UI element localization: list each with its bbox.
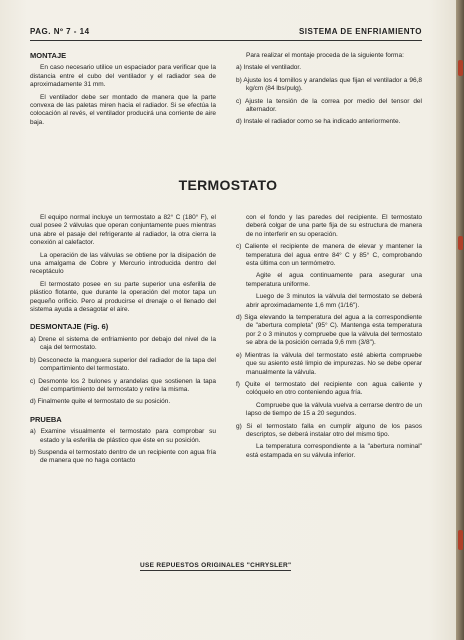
prueba-note: La temperatura correspondiente a la "abertura nominal" está estampada en su válvula inferior.	[246, 443, 422, 459]
prueba-step: d) Siga elevando la temperatura del agua a la correspondiente de "abertura completa" (95° C). Mantenga esta temperatura por 2 o 3 minutos y compruebe que la válvula del termostato se abra de la posición cerrada 9,6 mm (3/8").	[236, 314, 422, 347]
section-heading-termostato: TERMOSTATO	[178, 177, 278, 193]
prueba-note: Luego de 3 minutos la válvula del termostato se deberá abrir aproximadamente 1,6 mm (1/16").	[246, 293, 422, 309]
prueba-continuation: con el fondo y las paredes del recipiente. El termostato deberá colgar de una parte fija de su estructura de manera de no interferir en su operación.	[246, 214, 422, 238]
termostato-left-column	[30, 214, 216, 470]
page-header	[30, 27, 422, 39]
page-tab-marker	[458, 236, 463, 250]
desmontaje-heading: DESMONTAJE (Fig. 6)	[30, 322, 109, 332]
termostato-paragraph: El equipo normal incluye un termostato a 82° C (180° F), el cual posee 2 válvulas que operan conjuntamente pues mientras una abre el pasaje del refrigerante al radiador, la otra cierra la conexión al calefactor.	[30, 214, 216, 247]
montaje-left-column	[30, 52, 216, 131]
montaje-right-column	[236, 52, 422, 131]
prueba-right-column	[236, 214, 422, 464]
page-tab-marker	[458, 60, 463, 76]
page-edge-shadow	[456, 0, 464, 640]
montaje-paragraph: En caso necesario utilice un espaciador para verificar que la distancia entre el cubo del ventilador y el radiador sea de aproximadamente 31 mm.	[30, 64, 216, 89]
prueba-step: e) Mientras la válvula del termostato esté abierta compruebe que su asiento esté limpio de impurezas. No se debe operar manualmente la válvula.	[236, 351, 422, 376]
termostato-paragraph: La operación de las válvulas se obtiene por la disipación de una amalgama de Cobre y Mercurio introducida dentro del receptáculo	[30, 251, 216, 276]
montaje-step: c) Ajuste la tensión de la correa por medio del tensor del alternador.	[236, 97, 422, 114]
prueba-note: Compruebe que la válvula vuelva a cerrarse dentro de un lapso de tiempo de 15 a 20 segundos.	[246, 401, 422, 418]
page-tab-marker	[458, 530, 463, 550]
prueba-note: Agite el agua continuamente para asegurar una temperatura uniforme.	[246, 272, 422, 288]
prueba-step: c) Caliente el recipiente de manera de elevar y mantener la temperatura del agua entre 84° C y 85° C, comprobando esta última con un termómetro.	[236, 243, 422, 268]
page-footer: USE REPUESTOS ORIGINALES "CHRYSLER"	[140, 562, 292, 569]
prueba-step: b) Suspenda el termostato dentro de un recipiente con agua fría de manera que no haga contacto	[30, 448, 216, 465]
termostato-paragraph: El termostato posee en su parte superior una esferilla de plástico flotante, que durante la operación del motor tapa un pequeño orificio. Pero al producirse el drenaje o el llenado del sistema ayuda a desagotar el aire.	[30, 280, 216, 314]
prueba-step: g) Si el termostato falla en cumplir alguno de los pasos descriptos, se deberá instalar otro del mismo tipo.	[236, 422, 422, 438]
page-number: PAG. Nº 7 - 14	[30, 27, 90, 36]
montaje-paragraph: El ventilador debe ser montado de manera que la parte convexa de las paletas miren hacia el radiador. Si se efectúa la colocación al revés, el ventilador producirá una corriente de aire baja.	[30, 93, 216, 126]
montaje-heading: MONTAJE	[30, 51, 67, 60]
montaje-intro: Para realizar el montaje proceda de la siguiente forma:	[246, 52, 404, 59]
desmontaje-step: a) Drene el sistema de enfriamiento por debajo del nivel de la caja del termostato.	[30, 335, 216, 352]
prueba-heading: PRUEBA	[30, 414, 62, 424]
montaje-step: b) Ajuste los 4 tornillos y arandelas que fijan el ventilador a 96,8 kg/cm (84 lbs/pulg).	[236, 76, 422, 93]
header-rule	[30, 40, 422, 41]
prueba-step: f) Quite el termostato del recipiente con agua caliente y colóquelo en otro conteniendo agua fría.	[236, 380, 422, 397]
montaje-step: d) Instale el radiador como se ha indicado anteriormente.	[236, 118, 401, 126]
montaje-step: a) Instale el ventilador.	[236, 64, 302, 72]
desmontaje-step: b) Desconecte la manguera superior del radiador de la tapa del compartimiento del termostato.	[30, 356, 216, 373]
desmontaje-step: c) Desmonte los 2 bulones y arandelas que sostienen la tapa del compartimiento del termostato y retire la misma.	[30, 377, 216, 393]
desmontaje-step: d) Finalmente quite el termostato de su posición.	[30, 398, 171, 406]
prueba-step: a) Examine visualmente el termostato para comprobar su estado y la esferilla de plástico que éste en su posición.	[30, 428, 216, 444]
section-title: SISTEMA DE ENFRIAMIENTO	[298, 27, 422, 36]
